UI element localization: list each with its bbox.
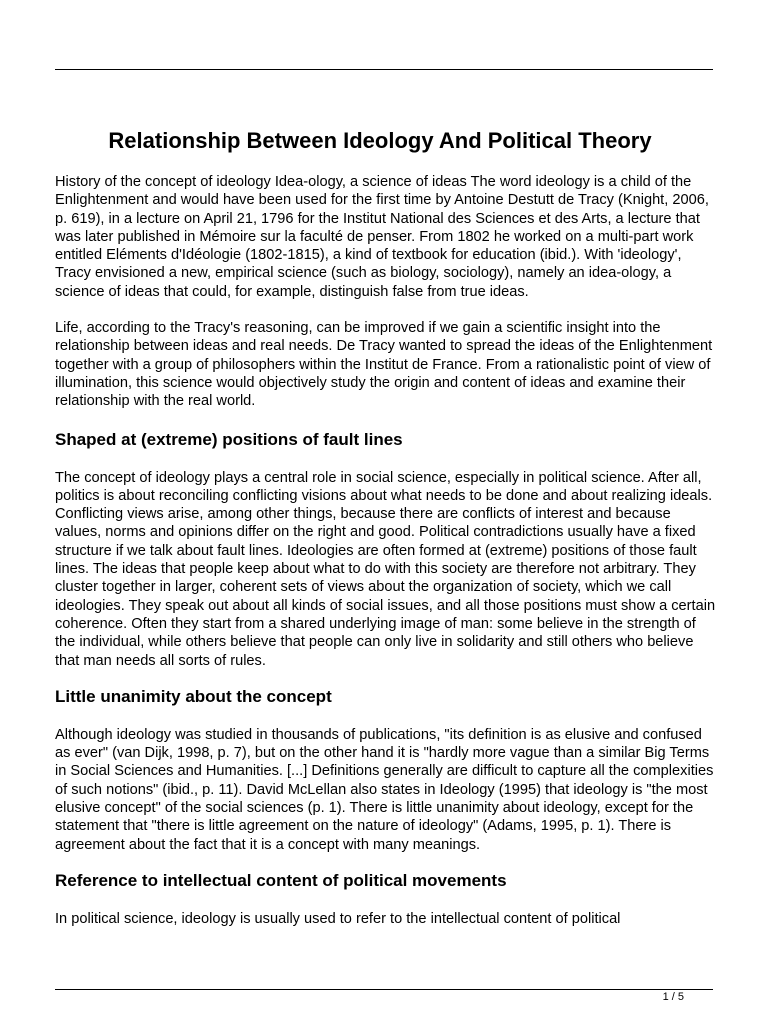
document-body (55, 173, 717, 928)
section-text-fault-lines: The concept of ideology plays a central role in social science, especially in political science. After all, politics is about reconciling conflicting visions about what needs to be done and about realizing ideals. Conflicting views arise, among other things, because there are conflicts of interest and because values, norms and opinions differ on the right and good. Political contradictions usually have a fixed structure if we talk about fault lines. Ideologies are often formed at (extreme) positions of those fault lines. The ideas that people keep about what to do with this society are therefore not arbitrary. They cluster together in larger, coherent sets of views about the organization of society, which we call ideologies. They speak out about all kinds of social issues, and all those positions must show a certain coherence. Often they start from a shared underlying image of man: some believe in the strength of the individual, while others believe that people can only live in solidarity and still others who believe that man needs all sorts of rules. (55, 469, 716, 669)
section-heading-intellectual-content: Reference to intellectual content of political movements (55, 870, 507, 890)
footer-rule (55, 989, 713, 990)
section-text-unanimity: Although ideology was studied in thousands of publications, "its definition is as elusive and confused as ever" (van Dijk, 1998, p. 7), but on the other hand it is "hardly more vague than a similar Big Terms in Social Sciences and Humanities. [...] Definitions generally are difficult to capture all the complexities of such notions" (ibid., p. 11). David McLellan also states in Ideology (1995) that ideology is "the most elusive concept" of the social sciences (p. 1). There is little unanimity about ideology, except for the statement that "there is little agreement on the nature of ideology" (Adams, 1995, p. 1). There is agreement about the fact that it is a concept with many meanings. (55, 726, 714, 853)
page-indicator: 1 / 5 (662, 991, 684, 1003)
section-heading-unanimity: Little unanimity about the concept (55, 686, 332, 706)
paragraph-2: Life, according to the Tracy's reasoning, can be improved if we gain a scientific insight into the relationship between ideas and real needs. De Tracy wanted to spread the ideas of the Enlightenment together with a group of philosophers within the Institut de France. From a rationalistic point of view of illumination, this science would objectively study the origin and content of ideas and examine their relationship with the real world. (55, 320, 713, 410)
paragraph-1: History of the concept of ideology Idea-ology, a science of ideas The word ideology is a child of the Enlightenment and would have been used for the first time by Antoine Destutt de Tracy (Knight, 2006, p. 619), in a lecture on April 21, 1796 for the Institut National des Sciences et des Arts, a lecture that was later published in Mémoire sur la faculté de penser. From 1802 he worked on a multi-part work entitled Eléments d'Idéologie (1802-1815), a kind of textbook for education (ibid.). With 'ideology', Tracy envisioned a new, empirical science (such as biology, sociology), namely an idea-ology, a science of ideas that could, for example, distinguish false from true ideas. (55, 174, 709, 300)
header-rule (55, 69, 713, 70)
section-text-intellectual-content: In political science, ideology is usually used to refer to the intellectual content of political (55, 910, 621, 927)
document-title: Relationship Between Ideology And Political Theory (108, 128, 652, 153)
section-heading-fault-lines: Shaped at (extreme) positions of fault lines (55, 429, 403, 449)
